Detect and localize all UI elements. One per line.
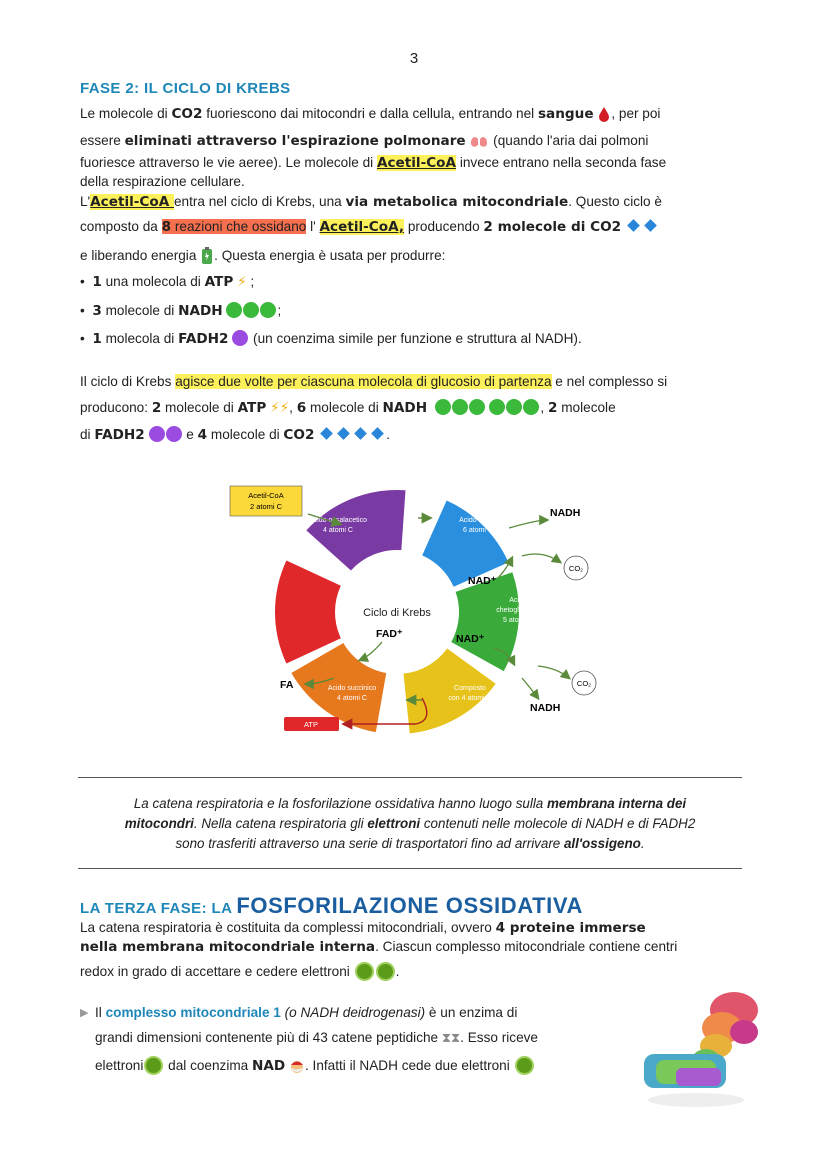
paragraph-line: producono: 2 molecole di ATP ⚡⚡, 6 molecole di NADH , 2 molecole (80, 400, 616, 416)
paragraph-line: composto da 8 reazioni che ossidano l' Acetil-CoA, producendo 2 molecole di CO2 (80, 217, 750, 237)
krebs-cycle-diagram (222, 480, 612, 745)
nad-label-2: NAD⁺ (456, 633, 485, 645)
segment-label: con 4 atomi C (448, 695, 492, 702)
list-item: • 1 molecola di FADH2 (un coenzima simile per funzione e struttura al NADH). (80, 331, 582, 347)
diamond-icon (320, 427, 333, 440)
segment-label: 5 atomi C (503, 617, 533, 624)
green-circle-icon (243, 302, 259, 318)
electron-icon (146, 1058, 161, 1073)
note-line: mitocondri. Nella catena respiratoria gli elettroni contenuti nelle molecole di NADH e di FADH2 (124, 816, 696, 831)
paragraph-line: elettroni dal coenzima NAD . Infatti il NADH cede due elettroni (95, 1056, 635, 1076)
acetyl-label: Acetil-CoA (248, 491, 284, 500)
arrow (522, 554, 560, 562)
paragraph-line: e liberando energia . Questa energia è usata per produrre: (80, 246, 750, 266)
atp-label: ATP (303, 720, 319, 729)
arrow (509, 520, 547, 528)
paragraph-line: La catena respiratoria è costituita da complessi mitocondriali, ovvero 4 proteine immerse (80, 920, 646, 936)
paragraph-line: della respirazione cellulare. (80, 174, 245, 189)
electron-icon (517, 1058, 532, 1073)
electron-icon (378, 964, 393, 979)
paragraph-line: fuoriesce attraverso le vie aeree). Le molecole di Acetil-CoA invece entrano nella seconda fase (80, 155, 667, 171)
fa-label: FA (280, 679, 294, 691)
purple-circle-icon (232, 330, 248, 346)
section-title-krebs: FASE 2: IL CICLO DI KREBS (80, 80, 291, 97)
diamond-icon (627, 219, 640, 232)
diamond-icon (371, 427, 384, 440)
paragraph-line: nella membrana mitocondriale interna. Ciascun complesso mitocondriale contiene centri (80, 939, 678, 955)
diamond-icon (337, 427, 350, 440)
page-number: 3 (409, 50, 419, 67)
cycle-segment (275, 560, 341, 663)
note-line: La catena respiratoria e la fosforilazione ossidativa hanno luogo sulla membrana interna dei (133, 796, 687, 811)
paragraph-line: Il complesso mitocondriale 1 (o NADH deidrogenasi) è un enzima di (95, 1005, 518, 1020)
list-item: • 3 molecole di NADH ; (80, 303, 282, 319)
segment-label: 4 atomi C (337, 695, 367, 702)
blood-drop-icon (597, 106, 611, 122)
paragraph-line: Le molecole di CO2 fuoriescono dai mitocondri e dalla cellula, entrando nel sangue , per poi (80, 106, 661, 122)
battery-icon (200, 247, 214, 265)
protein-complex-illustration (636, 988, 771, 1113)
green-circle-icon (226, 302, 242, 318)
cycle-segment (306, 490, 405, 571)
arrow (360, 642, 382, 660)
paragraph-line: L'Acetil-CoA entra nel ciclo di Krebs, una via metabolica mitocondriale. Questo ciclo è (80, 194, 662, 210)
segment-label: chetoglutarico (496, 607, 540, 614)
segment-label: Composto (454, 685, 486, 692)
lightning-icon: ⚡⚡ (270, 400, 290, 415)
green-circle-icon (469, 399, 485, 415)
paragraph-line: redox in grado di accettare e cedere elettroni . (80, 964, 400, 979)
nad-label: NAD⁺ (468, 575, 497, 587)
green-circle-icon (452, 399, 468, 415)
electron-icon (357, 964, 372, 979)
green-circle-icon (260, 302, 276, 318)
section-title-phase3: LA TERZA FASE: LA FOSFORILAZIONE OSSIDATIVA (80, 893, 583, 918)
note-line: sono trasferiti attraverso una serie di trasportatori fino ad arrivare all'ossigeno. (175, 836, 645, 851)
purple-circle-icon (166, 426, 182, 442)
arrow (522, 678, 538, 698)
list-item: • 1 una molecola di ATP ⚡ ; (80, 274, 255, 290)
nadh-label: NADH (550, 507, 581, 519)
purple-circle-icon (149, 426, 165, 442)
green-circle-icon (506, 399, 522, 415)
segment-label: 4 atomi C (323, 527, 353, 534)
segment-label: Acido citrico (459, 517, 497, 524)
lightning-icon: ⚡ (237, 274, 247, 289)
co2-label: CO₂ (568, 564, 584, 573)
segment-label: Acido succinico (327, 685, 377, 692)
segment-label: Acido (509, 597, 527, 604)
lungs-icon (469, 133, 489, 149)
arrow (538, 666, 569, 678)
paragraph-line: di FADH2 e 4 molecole di CO2 . (80, 427, 390, 443)
co2-label-2: CO₂ (576, 679, 592, 688)
cycle-segment (422, 501, 508, 587)
acetyl-sub-label: 2 atomi C (249, 502, 283, 511)
divider (78, 868, 742, 869)
green-circle-icon (435, 399, 451, 415)
cycle-center-label: Ciclo di Krebs (363, 607, 431, 619)
paragraph-line: grandi dimensioni contenente più di 43 catene peptidiche ⧗⧗. Esso riceve (95, 1030, 538, 1045)
triangle-bullet-icon: ▶ (80, 1007, 89, 1019)
paragraph-line: Il ciclo di Krebs agisce due volte per ciascuna molecola di glucosio di partenza e nel complesso si (80, 374, 668, 389)
diamond-icon (354, 427, 367, 440)
santa-face-icon (289, 1058, 305, 1074)
segment-label: Acido ossalacetico (309, 517, 367, 524)
segment-label: 6 atomi C (463, 527, 493, 534)
nadh-label-2: NADH (530, 702, 561, 714)
paragraph-line: essere eliminati attraverso l'espirazione polmonare (quando l'aria dai polmoni (80, 133, 649, 149)
diamond-icon (644, 219, 657, 232)
green-circle-icon (523, 399, 539, 415)
dna-icon: ⧗⧗ (441, 1030, 461, 1045)
fad-label: FAD⁺ (376, 628, 403, 640)
divider (78, 777, 742, 778)
green-circle-icon (489, 399, 505, 415)
